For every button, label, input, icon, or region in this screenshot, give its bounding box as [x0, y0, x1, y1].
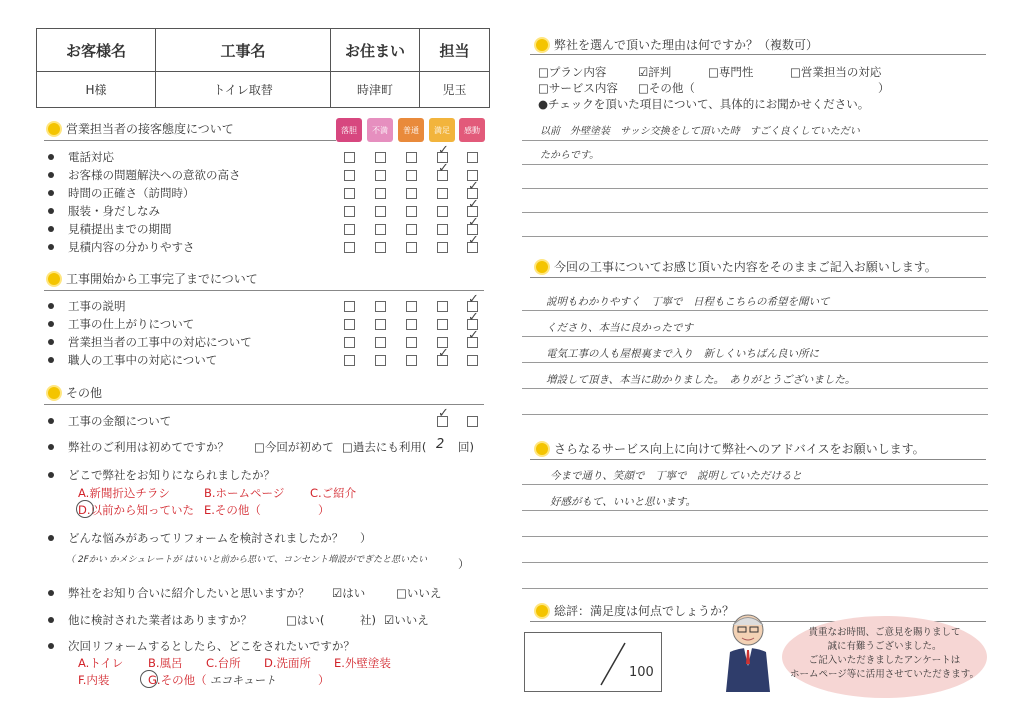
next-reform-question	[48, 638, 355, 654]
address: 時津町	[331, 72, 420, 108]
question-text: 次回リフォームするとしたら、どこをされたいですか？	[68, 639, 355, 653]
selected-circle-mark	[76, 500, 94, 518]
rating-checkbox[interactable]	[406, 242, 417, 253]
other-vendor-count-unit: 社)	[360, 613, 376, 627]
next-answer-handwritten: エコキュート	[210, 674, 276, 687]
rating-row	[48, 185, 195, 201]
check-mark-icon: ✓	[438, 346, 449, 361]
score-max: 100	[629, 665, 654, 680]
rating-checkbox[interactable]	[344, 152, 355, 163]
check-mark-icon: ✓	[468, 215, 479, 230]
rating-checkbox[interactable]	[344, 188, 355, 199]
check-mark-icon: ✓	[468, 310, 479, 325]
rating-row-label: 時間の正確さ（訪問時）	[68, 186, 195, 200]
question-text: 総評：満足度は何点でしょうか？	[554, 604, 735, 618]
rating-checkbox[interactable]	[344, 224, 355, 235]
check-mark-icon: ✓	[468, 292, 479, 307]
reason-sales-response[interactable]: □営業担当の対応	[790, 65, 882, 79]
introduce-no[interactable]: □いいえ	[396, 586, 442, 600]
ruled-line	[522, 310, 988, 311]
rating-checkbox[interactable]	[467, 152, 478, 163]
section-title: 工事開始から工事完了までについて	[66, 272, 258, 286]
work-name: トイレ取替	[156, 72, 331, 108]
rating-checkbox[interactable]	[344, 319, 355, 330]
reason-expertise[interactable]: □専門性	[708, 65, 754, 79]
introduce-question	[48, 585, 310, 601]
rating-row-label: 職人の工事中の対応について	[68, 353, 218, 367]
col-work: 工事名	[156, 29, 331, 72]
next-opt-c[interactable]: C.台所	[206, 656, 241, 670]
next-opt-f[interactable]: F.内装	[78, 673, 110, 687]
introduce-yes[interactable]: ☑はい	[332, 586, 366, 600]
ruled-line	[522, 140, 988, 141]
rating-checkbox[interactable]	[406, 206, 417, 217]
staff-mascot-icon	[716, 608, 780, 692]
rating-checkbox[interactable]	[344, 170, 355, 181]
rating-row	[48, 298, 126, 314]
sun-icon	[48, 387, 60, 399]
past-count-handwritten: 2	[436, 437, 445, 452]
score-box[interactable]	[524, 632, 662, 692]
rating-row	[48, 149, 114, 165]
how-know-question	[48, 467, 275, 483]
rating-checkbox[interactable]	[406, 319, 417, 330]
sun-icon	[48, 273, 60, 285]
q-advice	[536, 440, 925, 457]
price-label: 工事の金額について	[68, 414, 172, 428]
check-mark-icon: ✓	[468, 328, 479, 343]
how-opt-e-close: ）	[318, 503, 330, 517]
advice-line2: 好感がもて、いいと思います。	[550, 496, 696, 508]
rating-badge: 落胆	[336, 118, 362, 142]
worry-question	[48, 530, 343, 546]
divider	[44, 140, 336, 141]
rating-checkbox[interactable]	[406, 224, 417, 235]
sun-icon	[536, 261, 548, 273]
divider	[44, 404, 484, 405]
message-line2: 誠に有難うございました。	[827, 641, 942, 652]
next-opt-g[interactable]: G.その他（	[148, 673, 207, 687]
section-sales-attitude	[48, 120, 234, 137]
check-mark-icon: ✓	[468, 233, 479, 248]
rating-checkbox[interactable]	[437, 206, 448, 217]
rating-row-label: 見積提出までの期間	[68, 222, 172, 236]
q-overall	[536, 602, 734, 619]
question-text: 他に検討された業者はありますか？	[68, 613, 252, 627]
rating-row-label: お客様の問題解決への意欲の高さ	[68, 168, 241, 182]
divider	[530, 459, 986, 460]
question-text: さらなるサービス向上に向けて弊社へのアドバイスをお願いします。	[554, 442, 925, 456]
other-vendor-no[interactable]: ☑いいえ	[384, 613, 429, 627]
how-opt-c[interactable]: C.ご紹介	[310, 486, 357, 500]
rating-checkbox[interactable]	[437, 319, 448, 330]
next-opt-g-close: ）	[318, 673, 330, 687]
rating-checkbox[interactable]	[344, 242, 355, 253]
rating-checkbox[interactable]	[344, 337, 355, 348]
rating-checkbox[interactable]	[406, 188, 417, 199]
ruled-line	[522, 536, 988, 537]
ruled-line	[522, 510, 988, 511]
rating-row-label: 営業担当者の工事中の対応について	[68, 335, 252, 349]
divider	[44, 290, 484, 291]
sun-icon	[536, 605, 548, 617]
col-staff: 担当	[420, 29, 490, 72]
check-mark-icon: ✓	[468, 197, 479, 212]
impression-line3: 電気工事の人も屋根裏まで入り 新しくいちばん良い所に	[546, 348, 819, 360]
next-opt-e[interactable]: E.外壁塗装	[334, 656, 391, 670]
message-line1: 貴重なお時間、ご意見を賜りまして	[808, 627, 961, 638]
customer-name: H様	[37, 72, 156, 108]
rating-checkbox[interactable]	[375, 301, 386, 312]
past-use-option[interactable]: □過去にも利用(	[342, 440, 427, 454]
ruled-line	[522, 212, 988, 213]
rating-checkbox[interactable]	[437, 301, 448, 312]
rating-row-label: 工事の説明	[68, 299, 126, 313]
question-text: 弊社を選んで頂いた理由は何ですか？（複数可）	[554, 38, 819, 52]
rating-checkbox[interactable]	[344, 301, 355, 312]
how-opt-b[interactable]: B.ホームページ	[204, 486, 285, 500]
worry-answer-handwritten: （ 2Fかい かメシュレートが はいいと前から思いて、コンセント増設がでぎたと思いたい	[66, 555, 428, 565]
reason-other-close: ）	[878, 81, 890, 95]
rating-checkbox[interactable]	[437, 224, 448, 235]
rating-checkbox[interactable]	[437, 242, 448, 253]
worry-close-paren: ）	[360, 531, 372, 545]
q-reason	[536, 36, 818, 53]
rating-checkbox[interactable]	[375, 206, 386, 217]
col-address: お住まい	[331, 29, 420, 72]
ruled-line	[522, 188, 988, 189]
next-opt-b[interactable]: B.風呂	[148, 656, 183, 670]
next-opt-a[interactable]: A.トイレ	[78, 656, 124, 670]
check-mark-icon: ✓	[438, 161, 449, 176]
rating-row-label: 服装・身だしなみ	[68, 204, 160, 218]
reason-reputation[interactable]: ☑評判	[638, 65, 672, 79]
rating-checkbox[interactable]	[375, 188, 386, 199]
rating-checkbox[interactable]	[406, 337, 417, 348]
rating-checkbox[interactable]	[344, 206, 355, 217]
rating-row	[48, 316, 194, 332]
how-opt-e[interactable]: E.その他（	[204, 503, 261, 517]
reason-subquestion: ●チェックを頂いた項目について、具体的にお聞かせください。	[538, 97, 870, 111]
reason-other[interactable]: □その他（	[638, 81, 695, 95]
impression-line1: 説明もわかりやすく 丁寧で 日程もこちらの希望を聞いて	[546, 296, 830, 308]
message-line4: ホームページ等に活用させていただきます。	[789, 669, 980, 680]
price-checkbox[interactable]	[467, 416, 478, 427]
rating-row-label: 工事の仕上がりについて	[68, 317, 195, 331]
ruled-line	[522, 484, 988, 485]
ruled-line	[522, 336, 988, 337]
rating-row	[48, 221, 172, 237]
check-mark-icon: ✓	[438, 143, 449, 158]
rating-checkbox[interactable]	[375, 337, 386, 348]
other-vendor-yes[interactable]: □はい(	[286, 613, 325, 627]
slash-mark	[525, 633, 661, 691]
rating-checkbox[interactable]	[406, 355, 417, 366]
selected-circle-mark	[140, 670, 158, 688]
customer-info-table	[36, 28, 490, 108]
rating-row-label: 電話対応	[68, 150, 114, 164]
rating-row	[48, 167, 241, 183]
how-opt-d[interactable]: D.以前から知っていた	[78, 503, 195, 517]
reason-service[interactable]: □サービス内容	[538, 81, 618, 95]
impression-line4: 増設して頂き、本当に助かりました。 ありがとうございました。	[546, 374, 856, 386]
rating-checkbox[interactable]	[467, 355, 478, 366]
rating-badge: 不満	[367, 118, 393, 142]
rating-checkbox[interactable]	[375, 242, 386, 253]
other-vendor-question	[48, 612, 252, 628]
rating-badge: 普通	[398, 118, 424, 142]
rating-row	[48, 203, 160, 219]
rating-row-label: 見積内容の分かりやすさ	[68, 240, 195, 254]
first-time-option[interactable]: □今回が初めて	[254, 440, 334, 454]
ruled-line	[522, 236, 988, 237]
rating-checkbox[interactable]	[375, 355, 386, 366]
rating-checkbox[interactable]	[406, 301, 417, 312]
divider	[530, 277, 986, 278]
col-customer: お客様名	[37, 29, 156, 72]
worry-close-paren-2: ）	[458, 557, 470, 571]
sun-icon	[48, 123, 60, 135]
ruled-line	[522, 388, 988, 389]
rating-checkbox[interactable]	[375, 224, 386, 235]
question-text: 弊社のご利用は初めてですか？	[68, 440, 229, 454]
rating-checkbox[interactable]	[344, 355, 355, 366]
rating-row	[48, 239, 195, 255]
question-text: 弊社をお知り合いに紹介したいと思いますか？	[68, 586, 310, 600]
next-opt-d[interactable]: D.洗面所	[264, 656, 312, 670]
reason-plan[interactable]: □プラン内容	[538, 65, 607, 79]
divider	[530, 54, 986, 55]
staff: 児玉	[420, 72, 490, 108]
ruled-line	[522, 362, 988, 363]
check-mark-icon: ✓	[468, 179, 479, 194]
section-title: 営業担当者の接客態度について	[66, 122, 234, 136]
ruled-line	[522, 562, 988, 563]
check-mark-icon: ✓	[438, 406, 449, 421]
message-line3: ご記入いただきましたアンケートは	[808, 655, 961, 666]
question-text: どんな悩みがあってリフォームを検討されましたか？	[68, 531, 344, 545]
section-other	[48, 384, 102, 401]
question-text: どこで弊社をお知りになられましたか？	[68, 468, 275, 482]
sun-icon	[536, 443, 548, 455]
section-title: その他	[66, 386, 103, 400]
impression-line2: くださり、本当に良かったです	[546, 322, 693, 334]
rating-checkbox[interactable]	[375, 319, 386, 330]
price-row	[48, 413, 171, 429]
rating-badge: 感動	[459, 118, 485, 142]
rating-checkbox[interactable]	[375, 170, 386, 181]
question-text: 今回の工事についてお感じ頂いた内容をそのままご記入お願いします。	[554, 260, 937, 274]
rating-checkbox[interactable]	[375, 152, 386, 163]
reason-answer-line2: たからです。	[540, 150, 600, 161]
sun-icon	[536, 39, 548, 51]
section-construction	[48, 270, 258, 287]
advice-line1: 今まで通り、笑顔で 丁寧で 説明していただけると	[550, 470, 802, 482]
rating-checkbox[interactable]	[406, 152, 417, 163]
q-impression	[536, 258, 937, 275]
rating-checkbox[interactable]	[437, 188, 448, 199]
rating-row	[48, 334, 252, 350]
ruled-line	[522, 588, 988, 589]
past-count-unit: 回)	[458, 440, 474, 454]
rating-badge: 満足	[429, 118, 455, 142]
ruled-line	[522, 414, 988, 415]
rating-row	[48, 352, 217, 368]
first-time-question	[48, 439, 229, 455]
rating-checkbox[interactable]	[406, 170, 417, 181]
how-opt-a[interactable]: A.新聞折込チラシ	[78, 486, 170, 500]
reason-answer-line1: 以前 外壁塗装 サッシ交換をして頂いた時 すごく良くしていただい	[540, 126, 860, 137]
ruled-line	[522, 164, 988, 165]
